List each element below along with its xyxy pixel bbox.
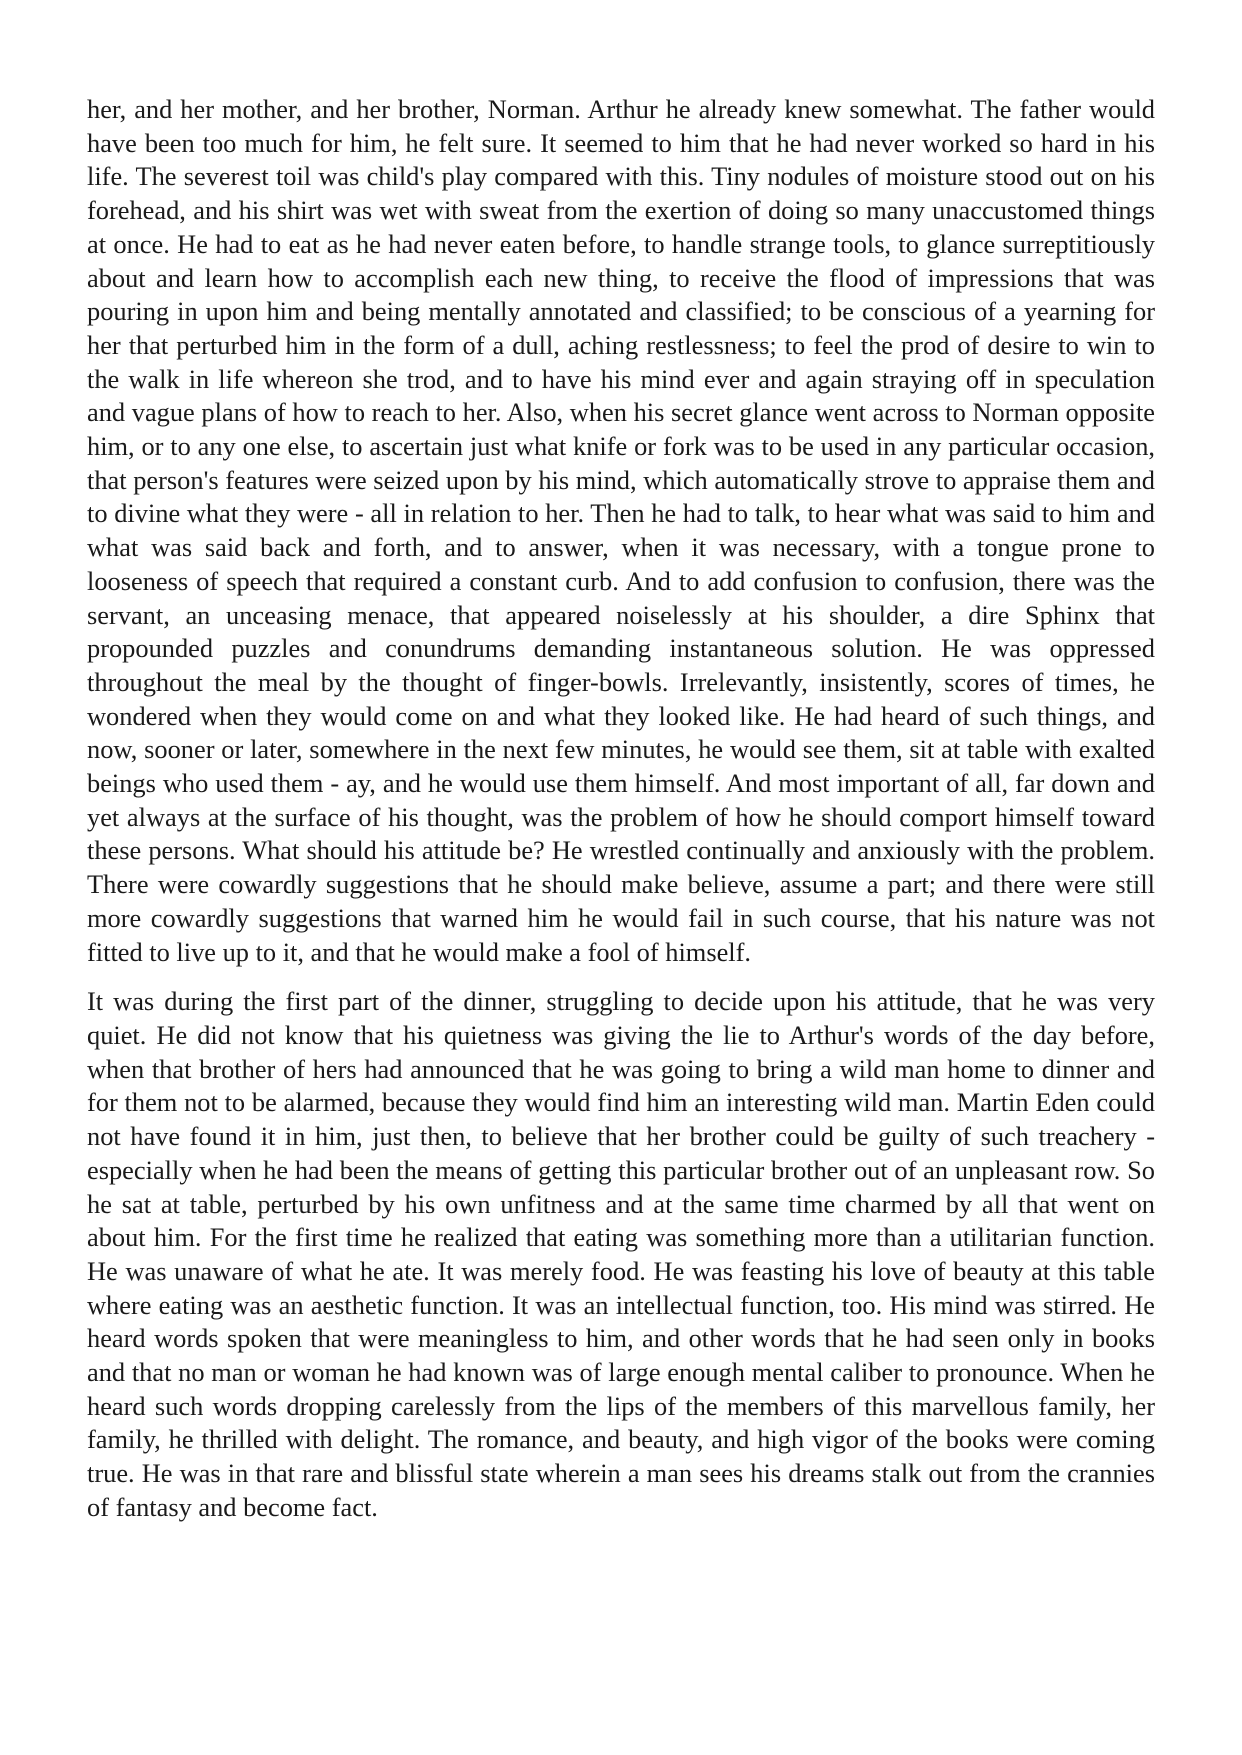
document-page bbox=[87, 93, 1155, 1525]
paragraph-quiet-attitude: It was during the first part of the dinner, struggling to decide upon his attitude, that he was very quiet. He did not know that his quietness was giving the lie to Arthur's words of the day before, when that brother of hers had announced that he was going to bring a wild man home to dinner and for them not to be alarmed, because they would find him an interesting wild man. Martin Eden could not have found it in him, just then, to believe that her brother could be guilty of such treachery - especially when he had been the means of getting this particular brother out of an unpleasant row. So he sat at table, perturbed by his own unfitness and at the same time charmed by all that went on about him. For the first time he realized that eating was something more than a utilitarian function. He was unaware of what he ate. It was merely food. He was feasting his love of beauty at this table where eating was an aesthetic function. It was an intellectual function, too. His mind was stirred. He heard words spoken that were meaningless to him, and other words that he had seen only in books and that no man or woman he had known was of large enough mental caliber to pronounce. When he heard such words dropping carelessly from the lips of the members of this marvellous family, her family, he thrilled with delight. The romance, and beauty, and high vigor of the books were coming true. He was in that rare and blissful state wherein a man sees his dreams stalk out from the crannies of fantasy and become fact. bbox=[87, 986, 1155, 1522]
paragraph-dinner-struggle: her, and her mother, and her brother, Norman. Arthur he already knew somewhat. The father would have been too much for him, he felt sure. It seemed to him that he had never worked so hard in his life. The severest toil was child's play compared with this. Tiny nodules of moisture stood out on his forehead, and his shirt was wet with sweat from the exertion of doing so many unaccustomed things at once. He had to eat as he had never eaten before, to handle strange tools, to glance surreptitiously about and learn how to accomplish each new thing, to receive the flood of impressions that was pouring in upon him and being mentally annotated and classified; to be conscious of a yearning for her that perturbed him in the form of a dull, aching restlessness; to feel the prod of desire to win to the walk in life whereon she trod, and to have his mind ever and again straying off in speculation and vague plans of how to reach to her. Also, when his secret glance went across to Norman opposite him, or to any one else, to ascertain just what knife or fork was to be used in any particular occasion, that person's features were seized upon by his mind, which automatically strove to appraise them and to divine what they were - all in relation to her. Then he had to talk, to hear what was said to him and what was said back and forth, and to answer, when it was necessary, with a tongue prone to looseness of speech that required a constant curb. And to add confusion to confusion, there was the servant, an unceasing menace, that appeared noiselessly at his shoulder, a dire Sphinx that propounded puzzles and conundrums demanding instantaneous solution. He was oppressed throughout the meal by the thought of finger-bowls. Irrelevantly, insistently, scores of times, he wondered when they would come on and what they looked like. He had heard of such things, and now, sooner or later, somewhere in the next few minutes, he would see them, sit at table with exalted beings who used them - ay, and he would use them himself. And most important of all, far down and yet always at the surface of his thought, was the problem of how he should comport himself toward these persons. What should his attitude be? He wrestled continually and anxiously with the problem. There were cowardly suggestions that he should make believe, assume a part; and there were still more cowardly suggestions that warned him he would fail in such course, that his nature was not fitted to live up to it, and that he would make a fool of himself. bbox=[87, 94, 1155, 967]
